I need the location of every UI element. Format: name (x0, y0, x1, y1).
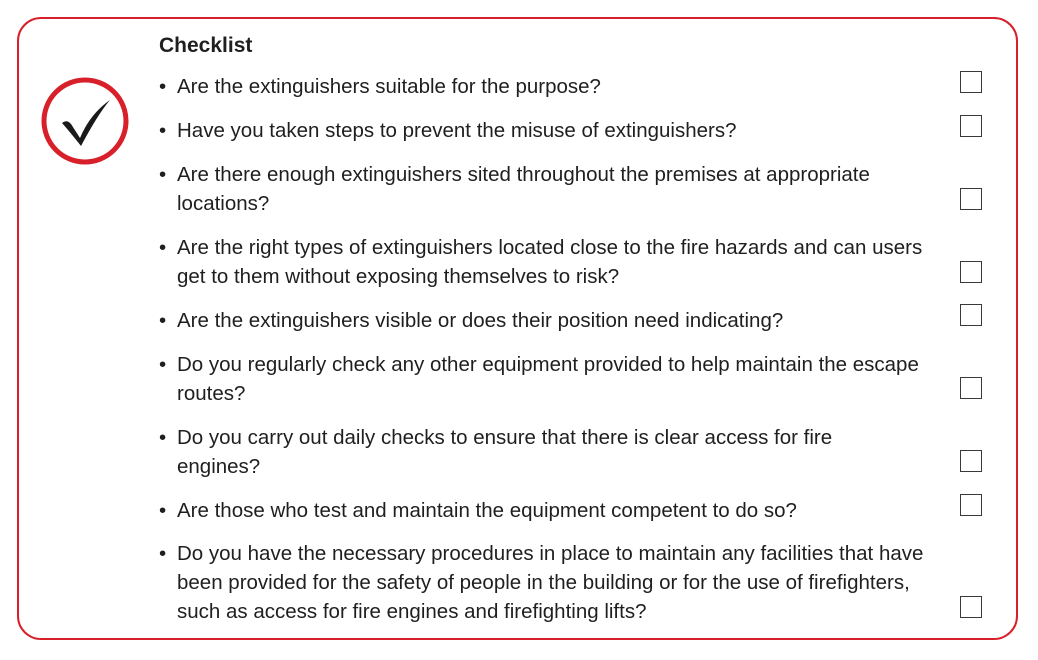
item-checkbox[interactable] (960, 494, 982, 516)
item-checkbox[interactable] (960, 304, 982, 326)
list-item (159, 423, 949, 481)
bullet: • (159, 236, 167, 259)
item-text: Have you taken steps to prevent the misuse of extinguishers? (177, 119, 737, 142)
item-text: Do you regularly check any other equipment provided to help maintain the escape routes? (177, 353, 919, 405)
list-item (159, 160, 949, 218)
list-item (159, 306, 949, 335)
item-checkbox[interactable] (960, 596, 982, 618)
bullet: • (159, 353, 167, 376)
checklist-title: Checklist (159, 34, 253, 57)
item-checkbox[interactable] (960, 188, 982, 210)
item-text: Do you have the necessary procedures in place to maintain any facilities that have been provided for the safety of people in the building or for the use of firefighters, such as access for fire engines and firefighting lifts? (177, 542, 924, 623)
item-text: Are the extinguishers visible or does their position need indicating? (177, 309, 784, 332)
list-item (159, 116, 949, 145)
item-text: Are the right types of extinguishers located close to the fire hazards and can users get to them without exposing themselves to risk? (177, 236, 923, 288)
item-checkbox[interactable] (960, 377, 982, 399)
item-checkbox[interactable] (960, 71, 982, 93)
list-item (159, 72, 949, 101)
list-item (159, 350, 949, 408)
item-text: Are those who test and maintain the equipment competent to do so? (177, 499, 797, 522)
bullet: • (159, 309, 167, 332)
item-text: Do you carry out daily checks to ensure that there is clear access for fire engines? (177, 426, 833, 478)
bullet: • (159, 499, 167, 522)
checkmark-icon (40, 76, 130, 166)
bullet: • (159, 75, 167, 98)
item-checkbox[interactable] (960, 450, 982, 472)
list-item (159, 233, 949, 291)
item-text: Are there enough extinguishers sited throughout the premises at appropriate locations? (177, 163, 870, 215)
bullet: • (159, 426, 167, 449)
bullet: • (159, 163, 167, 186)
item-checkbox[interactable] (960, 115, 982, 137)
item-text: Are the extinguishers suitable for the purpose? (177, 75, 601, 98)
list-item (159, 496, 949, 525)
bullet: • (159, 119, 167, 142)
bullet: • (159, 542, 167, 565)
list-item (159, 539, 949, 626)
item-checkbox[interactable] (960, 261, 982, 283)
